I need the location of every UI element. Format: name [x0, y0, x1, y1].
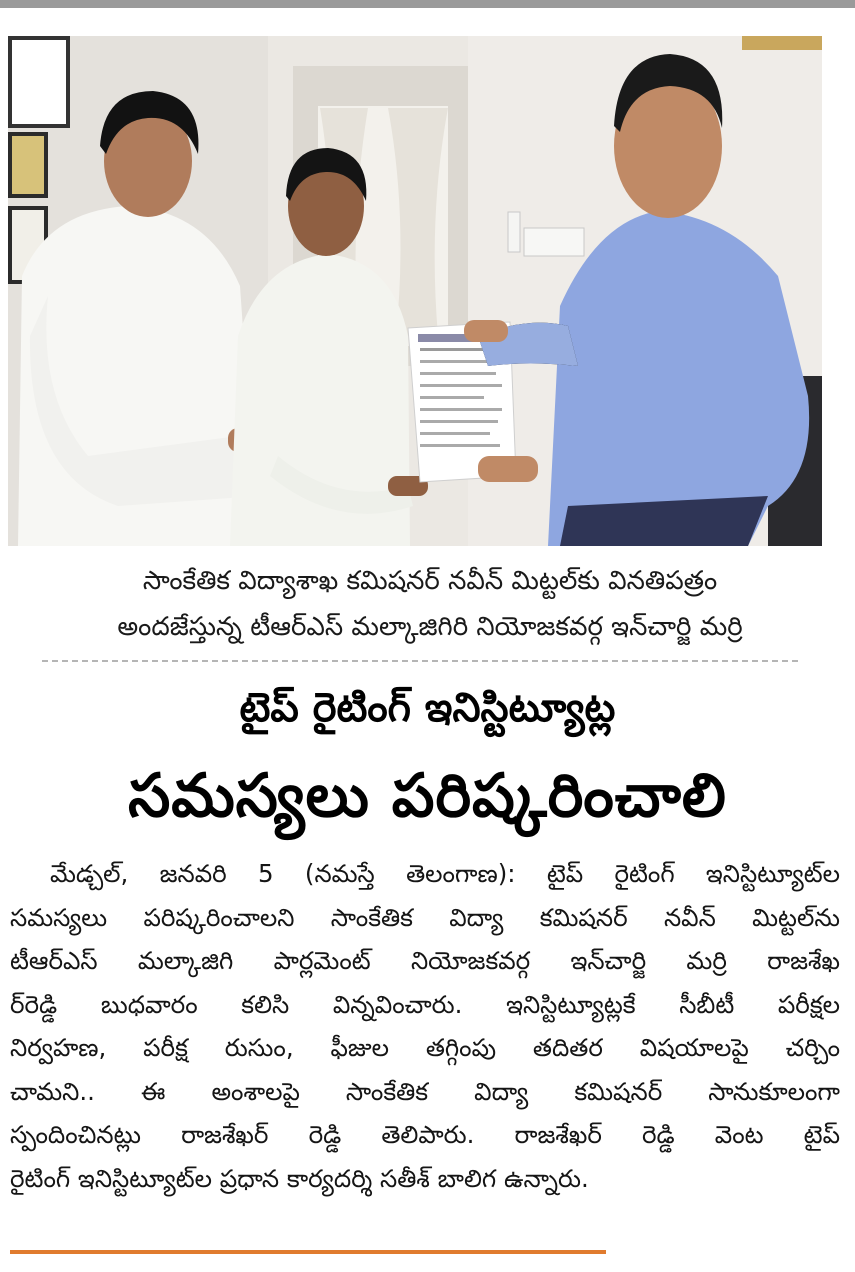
- article-line: మేడ్చల్, జనవరి 5 (నమస్తే తెలంగాణ): టైప్ రైటింగ్ ఇనిస్టిట్యూట్‌ల: [50, 859, 840, 888]
- photo-caption: [20, 558, 840, 650]
- article-line: స్పందించినట్లు రాజశేఖర్ రెడ్డి తెలిపారు. రాజశేఖర్ రెడ్డి వెంట టైప్: [10, 1120, 840, 1149]
- article-line: టీఆర్ఎస్ మల్కాజిగి పార్లమెంట్ నియోజకవర్గ ఇన్‌చార్జి మర్రి రాజశేఖ: [10, 946, 840, 975]
- caption-divider: [42, 660, 798, 662]
- article-line: చామని.. ఈ అంశాలపై సాంకేతిక విద్యా కమిషనర్ సానుకూలంగా: [10, 1076, 840, 1106]
- caption-line: అందజేస్తున్న టీఆర్ఎస్ మల్కాజిగిరి నియోజకవర్గ ఇన్‌చార్జి మర్రి: [117, 612, 743, 642]
- article-body: [10, 852, 840, 1200]
- article-line: సమస్యలు పరిష్కరించాలని సాంకేతిక విద్యా కమిషనర్ నవీన్ మిట్టల్‌ను: [10, 902, 840, 932]
- top-rule: [0, 0, 855, 8]
- news-photo-illustration: [8, 36, 822, 546]
- headline-kicker: టైప్ రైటింగ్ ఇనిస్టిట్యూట్ల: [239, 685, 616, 731]
- article-line: రైటింగ్ ఇనిస్టిట్యూట్‌ల ప్రధాన కార్యదర్శి సతీశ్ బాలిగ ఉన్నారు.: [10, 1163, 589, 1193]
- caption-line: సాంకేతిక విద్యాశాఖ కమిషనర్ నవీన్ మిట్టల్‌కు వినతిపత్రం: [142, 566, 718, 596]
- bottom-accent-rule: [10, 1250, 606, 1254]
- wall-frame: [10, 134, 46, 196]
- article-line: ర్‌రెడ్డి బుధవారం కలిసి విన్నవించారు. ఇనిస్టిట్యూట్లకే సీబీటీ పరీక్షల: [10, 989, 840, 1019]
- headline-main: సమస్యలు పరిష్కరించాలి: [128, 761, 727, 831]
- news-photo: [8, 36, 822, 546]
- wall-frame: [10, 38, 68, 126]
- article-line: నిర్వహణ, పరీక్ష రుసుం, ఫీజుల తగ్గింపు తదితర విషయాలపై చర్చిం: [10, 1033, 840, 1062]
- wall-frame: [742, 36, 822, 50]
